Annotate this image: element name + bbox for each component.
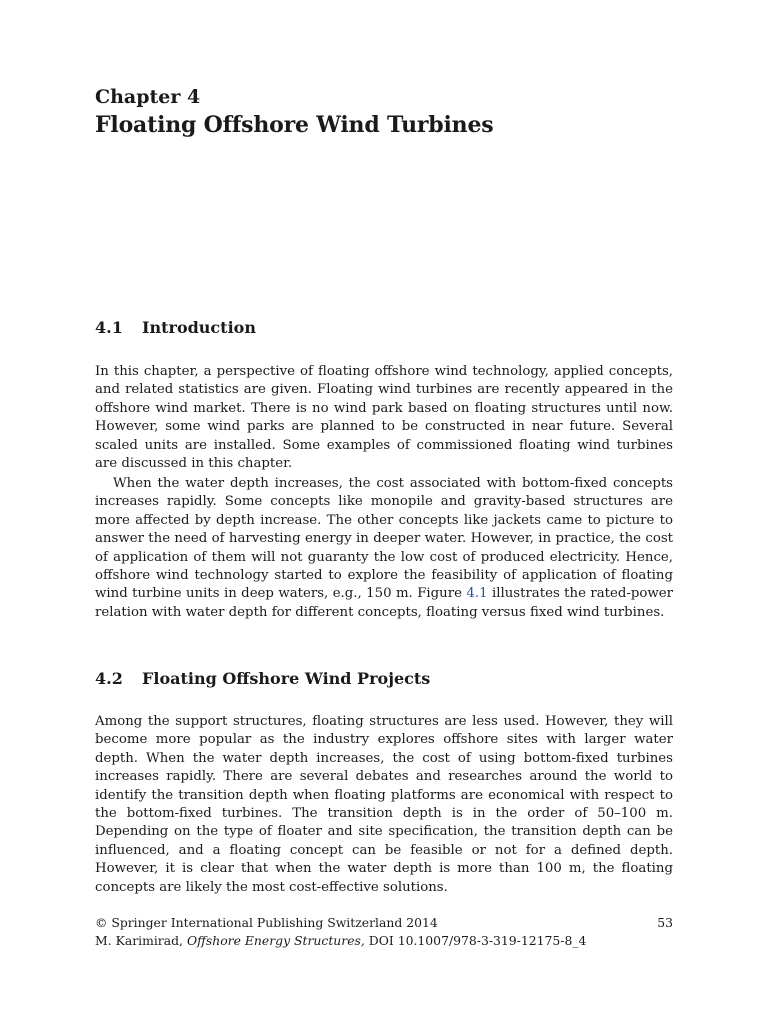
paragraph-text: When the water depth increases, the cost associated with bottom-fixed concepts increases rapidly. Some concepts like monopile and gravity-based structures are more affected by depth increase. The other concepts like jackets came to picture to answer the need of harvesting energy in deeper water. However, in practice, the cost of application of them will not guaranty the low cost of produced electricity. Hence, offshore wind technology started to explore the feasibility of application of floating wind turbine units in deep waters, e.g., 150 m. Figure [95,476,673,602]
figure-reference-link[interactable]: 4.1 [466,586,488,602]
paragraph [95,475,673,622]
page-number: 53 [657,915,673,930]
section-number: 4.2 [95,669,123,688]
paragraph: In this chapter, a perspective of floating offshore wind technology, applied concepts, and related statistics are given. Floating wind turbines are recently appeared in the offshore wind market. There is no wind park based on floating structures until now. However, some wind parks are planned to be constructed in near future. Several scaled units are installed. Some examples of commissioned floating wind turbines are discussed in this chapter. [95,364,673,472]
paragraph: Among the support structures, floating structures are less used. However, they will become more popular as the industry explores offshore sites with larger water depth. When the water depth increases, the cost of using bottom-fixed turbines increases rapidly. There are several debates and researches around the world to identify the transition depth when floating platforms are economical with respect to the bottom-fixed turbines. The transition depth is in the order of 50–100 m. Depending on the type of floater and site specification, the transition depth can be influenced, and a floating concept can be feasible or not for a defined depth. However, it is clear that when the water depth is more than 100 m, the floating concepts are likely the most cost-effective solutions. [95,714,673,895]
section-heading-floating-projects [95,669,430,688]
section-heading-introduction [95,318,256,337]
paragraph-text: illustrates the rated-power relation with water depth for different concepts, floating versus fixed wind turbines. [95,586,673,620]
copyright-line [95,914,673,932]
copyright-text: © Springer International Publishing Switzerland 2014 [95,915,438,930]
section-title: Floating Offshore Wind Projects [142,669,431,688]
doi-text: DOI 10.1007/978-3-319-12175-8_4 [364,933,587,948]
book-title: Offshore Energy Structures, [186,933,365,948]
chapter-title: Floating Offshore Wind Turbines [95,112,494,138]
section-title: Introduction [142,318,256,337]
citation-line [95,932,673,950]
section-number: 4.1 [95,318,123,337]
chapter-label: Chapter 4 [95,86,201,108]
author-text: M. Karimirad, [95,933,187,948]
